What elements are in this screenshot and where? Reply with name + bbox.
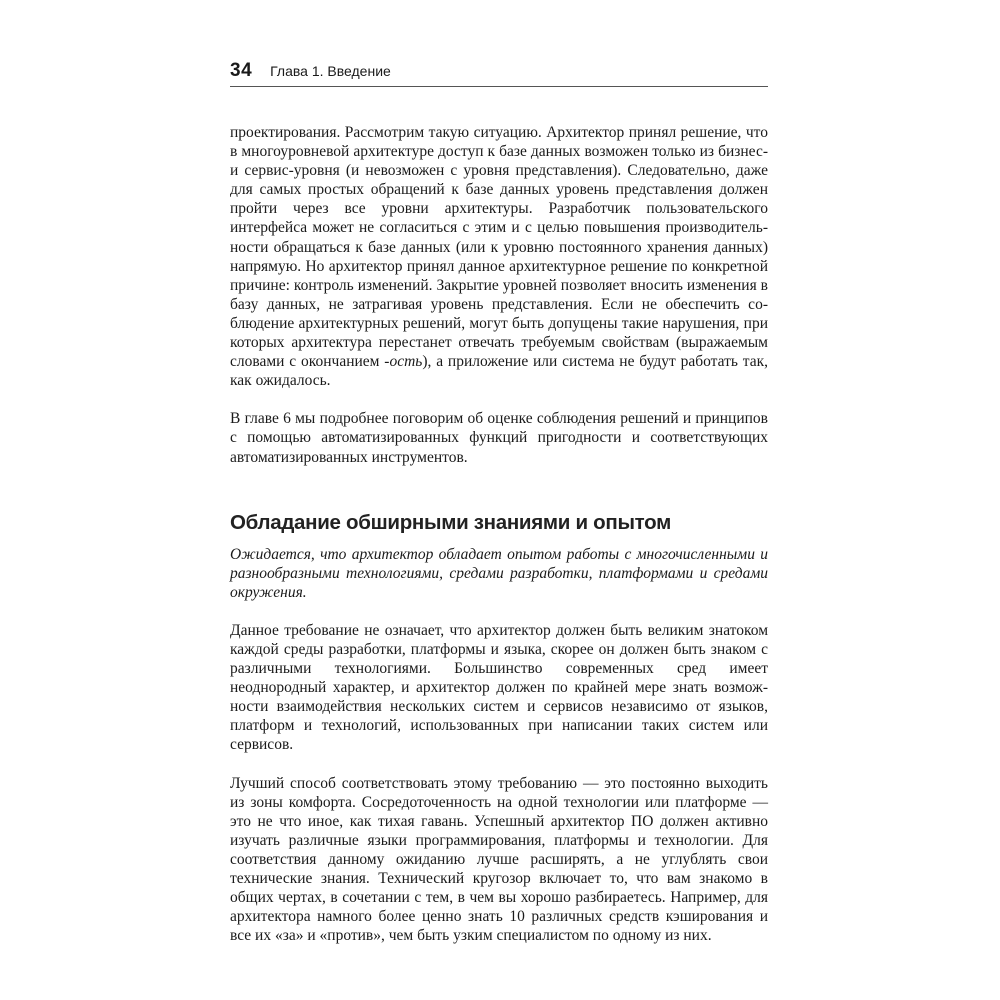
section-lead-italic: Ожидается, что архитектор обладает опытом работы с многочисленными и разнообразными технологиями, средами разработки, платформами и средами окружения.	[230, 545, 768, 601]
paragraph-1-text: проектирования. Рассмотрим такую ситуацию. Архитектор принял решение, что в многоуровневой архитектуре доступ к базе данных возможен только из бизнес- и сервис-уровня (и невозможен с уровня представления). Следовательно, даже для самых простых обращений к базе данных уровень представления должен пройти через все уровни архитектуры. Разработчик пользовательского интерфейса может не согласиться с этим и с целью повышения производительности обращаться к базе данных (или к уровню постоянного хранения данных) напрямую. Но архитектор принял данное архитектурное решение по конкретной причине: контроль изменений. Закрытие уровней позволяет вносить изменения в базу данных, не затрагивая уровень представления. Если не обеспечить соблюдение архитектурных решений, могут быть допущены такие нарушения, при которых архитектура перестанет отвечать требуемым свойствам (выражаемым словами с окончанием	[230, 124, 768, 371]
running-header	[230, 60, 768, 87]
paragraph-1-text-end: ), а приложение или система не будут работать так, как ожидалось.	[230, 353, 768, 390]
chapter-title: Глава 1. Введение	[270, 63, 391, 79]
body-paragraph-1	[230, 123, 768, 390]
book-page	[230, 60, 768, 945]
paragraph-1-italic-suffix: -ость	[384, 353, 423, 371]
page-number: 34	[230, 60, 253, 81]
section-heading: Обладание обширными знаниями и опытом	[230, 510, 671, 534]
body-paragraph-3: Данное требование не означает, что архитектор должен быть великим знатоком каждой среды разработки, платформы и языка, скорее он должен быть знаком с различными технологиями. Большинство современных сред имеет неоднородный характер, и архитектор должен по крайней мере знать возможности взаимодействия нескольких систем и сервисов независимо от языков, платформ и технологий, использованных при написании таких систем или сервисов.	[230, 621, 768, 754]
body-paragraph-2: В главе 6 мы подробнее поговорим об оценке соблюдения решений и принципов с помощью автоматизированных функций пригодности и соответствующих автоматизированных инструментов.	[230, 410, 768, 466]
body-paragraph-4: Лучший способ соответствовать этому требованию — это постоянно выходить из зоны комфорта. Сосредоточенность на одной технологии или платформе — это не что иное, как тихая гавань. Успешный архитектор ПО должен активно изучать различные языки программирования, платформы и технологии. Для соответствия данному ожиданию лучше расширять, а не углублять свои технические знания. Технический кругозор включает то, что вам знакомо в общих чертах, в сочетании с тем, в чем вы хорошо разбираетесь. Например, для архитектора намного более ценно знать 10 различных средств кэширования и все их «за» и «против», чем быть узким специалистом по одному из них.	[230, 774, 768, 945]
